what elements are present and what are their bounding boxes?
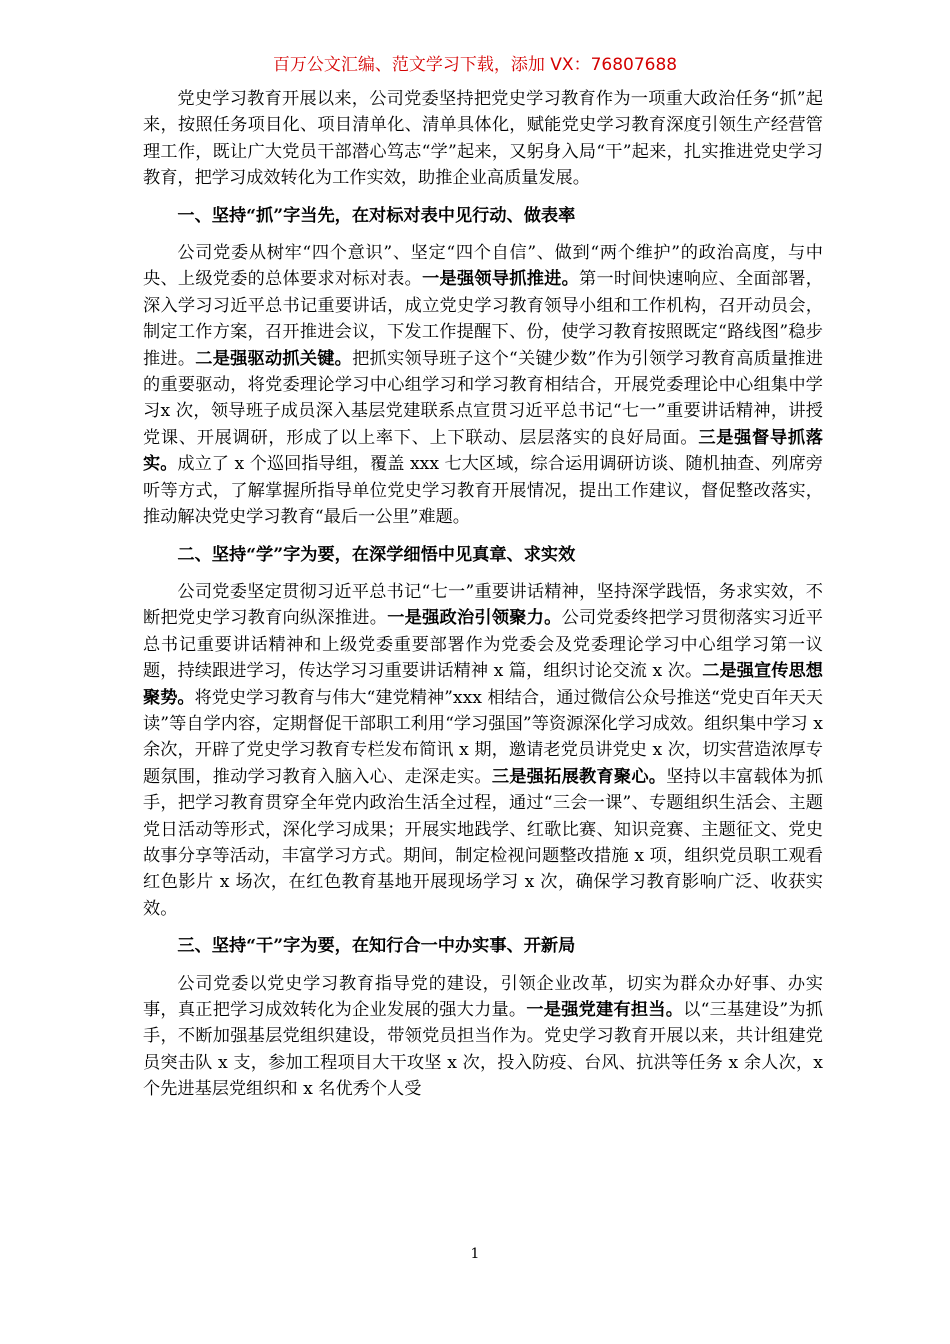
intro-paragraph: 党史学习教育开展以来，公司党委坚持把党史学习教育作为一项重大政治任务“抓”起来，按照任务项目化、项目清单化、清单具体化，赋能党史学习教育深度引领生产经营管理工作，既让广大党员干部潜心笃志“学”起来，又躬身入局“干”起来，扎实推进党史学习教育，把学习成效转化为工作实效，助推企业高质量发展。 bbox=[143, 89, 823, 189]
section-3-text-2: 以“三基建设”为抓手，不断加强基层党组织建设，带领党员担当作为。党史学习教育开展以来，共计组建党员突击队 x 支，参加工程项目大干攻坚 x 次，投入防疫、台风、抗洪等任务 x 余人次，x 个先进基层党组织和 x 名优秀个人受 bbox=[143, 1000, 823, 1100]
section-2-text-2: 公司党委终把学习贯彻落实习近平总书记重要讲话精神和上级党委重要部署作为党委会及党委理论学习中心组学习第一议题，持续跟进学习，传达学习习重要讲话精神 x 篇，组织讨论交流 x 次。 bbox=[143, 608, 823, 682]
section-3-text-1: 公司党委以党史学习教育指导党的建设，引领企业改革，切实为群众办好事、办实事，真正把学习成效转化为企业发展的强大力量。 bbox=[143, 973, 823, 1020]
section-3-bold-1: 一是强党建有担当。 bbox=[526, 1000, 684, 1020]
section-3-paragraph bbox=[143, 971, 823, 1103]
page-number: 1 bbox=[470, 1246, 480, 1262]
section-1-text-3: 把抓实领导班子这个“关键少数”作为引领学习教育高质量推进的重要驱动，将党委理论学习中心组学习和学习教育相结合，开展党委理论中心组集中学习x 次，领导班子成员深入基层党建联系点宣贯习近平总书记“七一”重要讲话精神，讲授党课、开展调研，形成了以上率下、上下联动、层层落实的良好局面。 bbox=[143, 348, 823, 448]
section-2-text-3: 将党史学习教育与伟大“建党精神”xxx 相结合，通过微信公众号推送“党史百年天天读”等自学内容，定期督促干部职工利用“学习强国”等资源深化学习成效。组织集中学习 x 余次，开辟了党史学习教育专栏发布简讯 x 期，邀请老党员讲党史 x 次，切实营造浓厚专题氛围，推动学习教育入脑入心、走深走实。 bbox=[143, 687, 823, 787]
section-1-text-4: 成立了 x 个巡回指导组，覆盖 xxx 七大区域，综合运用调研访谈、随机抽查、列席旁听等方式，了解掌握所指导单位党史学习教育开展情况，提出工作建议，督促整改落实，推动解决党史学习教育“最后一公里”难题。 bbox=[143, 454, 823, 528]
section-1-heading: 一、坚持“抓”字当先，在对标对表中见行动、做表率 bbox=[177, 205, 576, 226]
section-1-bold-2: 二是强驱动抓关键。 bbox=[195, 348, 353, 369]
section-2-bold-1: 一是强政治引领聚力。 bbox=[387, 608, 562, 629]
document-body bbox=[143, 86, 823, 1103]
section-2-bold-3: 三是强拓展教育聚心。 bbox=[491, 766, 667, 787]
section-1-text-2: 第一时间快速响应、全面部署，深入学习习近平总书记重要讲话，成立党史学习教育领导小组和工作机构，召开动员会，制定工作方案，召开推进会议，下发工作提醒下、份，使学习教育按照既定“路线图”稳步推进。 bbox=[143, 269, 823, 369]
section-2-paragraph bbox=[143, 579, 823, 922]
section-2-heading: 二、坚持“学”字为要，在深学细悟中见真章、求实效 bbox=[177, 544, 576, 565]
section-1-text-1: 公司党委从树牢“四个意识”、坚定“四个自信”、做到“两个维护”的政治高度，与中央、上级党委的总体要求对标对表。 bbox=[143, 243, 823, 290]
section-2-text-4: 坚持以丰富载体为抓手，把学习教育贯穿全年党内政治生活全过程，通过“三会一课”、专题组织生活会、主题党日活动等形式，深化学习成果；开展实地践学、红歌比赛、知识竞赛、主题征文、党史故事分享等活动，丰富学习方式。期间，制定检视问题整改措施 x 项，组织党员职工观看红色影片 x 场次，在红色教育基地开展现场学习 x 次，确保学习教育影响广泛、收获实效。 bbox=[143, 766, 823, 919]
section-2-text-1: 公司党委坚定贯彻习近平总书记“七一”重要讲话精神，坚持深学践悟，务求实效，不断把党史学习教育向纵深推进。 bbox=[143, 581, 823, 629]
section-3-heading: 三、坚持“干”字为要，在知行合一中办实事、开新局 bbox=[177, 936, 576, 957]
section-1-bold-3: 三是强督导抓落实。 bbox=[143, 427, 823, 475]
section-1-paragraph bbox=[143, 240, 823, 530]
watermark-header: 百万公文汇编、范文学习下载，添加 VX：76807688 bbox=[272, 55, 678, 75]
section-2-bold-2: 二是强宣传思想聚势。 bbox=[143, 661, 823, 708]
section-1-bold-1: 一是强领导抓推进。 bbox=[422, 269, 580, 290]
